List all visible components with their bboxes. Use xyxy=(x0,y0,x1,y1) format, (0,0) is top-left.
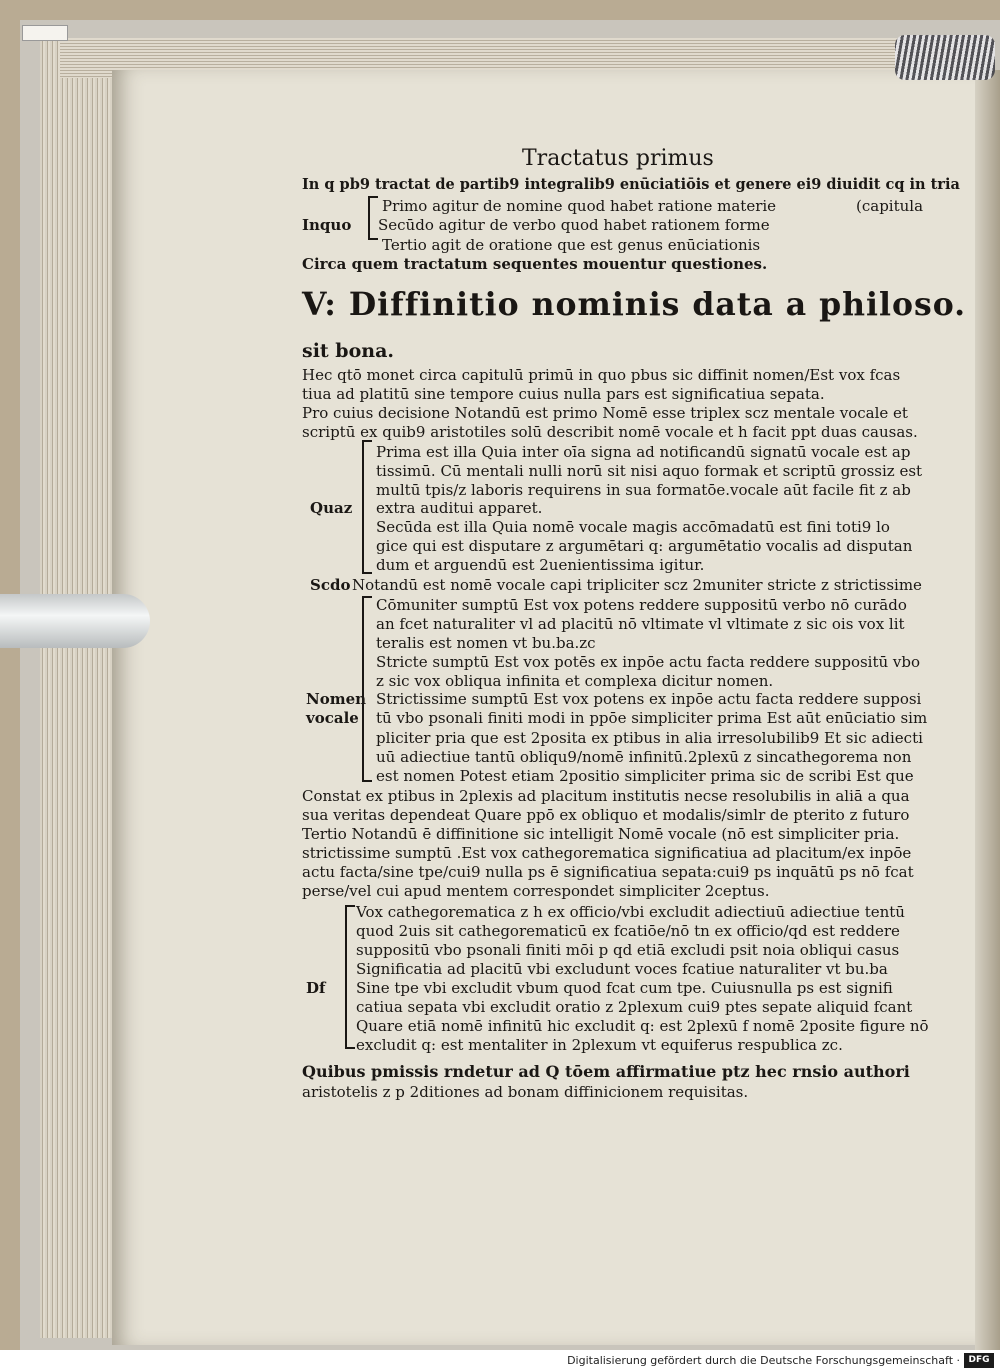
text-line: Quibus pmissis rndetur ad Q tōem affirmatiue ptz hec rnsio authori xyxy=(302,1062,910,1081)
text-line: pliciter pria que est 2posita ex ptibus in alia irresolubilib9 Et sic adiecti xyxy=(376,729,923,747)
text-line: Notandū est nomē vocale capi tripliciter scz 2muniter stricte z strictissime xyxy=(352,576,922,594)
text-line: gice qui est disputare z argumētari q: argumētatio vocalis ad disputan xyxy=(376,537,913,555)
footer-bar xyxy=(0,1350,1000,1371)
text-line: tū vbo psonali finiti modi in ppōe simpliciter prima Est aūt enūciatio sim xyxy=(376,709,928,727)
text-line: multū tpis/z laboris requirens in sua formatōe.vocale aūt facile fit z ab xyxy=(376,481,911,499)
text-line: scriptū ex quib9 aristotiles solū describit nomē vocale et h facit ppt duas causas. xyxy=(302,423,918,441)
text-line: an fcet naturaliter vl ad placitū nō vltimate vl vltimate z sic ois vox lit xyxy=(376,615,905,633)
bracket xyxy=(362,440,372,574)
margin-label: Df xyxy=(306,979,326,997)
bracket xyxy=(362,596,372,782)
text-line: strictissime sumptū .Est vox cathegorematica significatiua ad placitum/ex inpōe xyxy=(302,844,912,862)
text-line: Quare etiā nomē infinitū hic excludit q: est 2plexū f nomē 2posite figure nō xyxy=(356,1017,929,1035)
text-line: Circa quem tractatum sequentes mouentur questiones. xyxy=(302,255,768,273)
text-line: extra auditui apparet. xyxy=(376,499,543,517)
text-line: Primo agitur de nomine quod habet ratione materie xyxy=(382,197,777,215)
text-line: uū adiectiue tantū obliqu9/nomē infinitū.2plexū z sincathegorema non xyxy=(376,748,912,766)
text-line: z sic vox obliqua infinita et complexa dicitur nomen. xyxy=(376,672,774,690)
text-line: Vox cathegorematica z h ex officio/vbi excludit adiectiuū adiectiue tentū xyxy=(356,903,905,921)
text-line: Secūdo agitur de verbo quod habet rationem forme xyxy=(378,216,770,234)
text-line: excludit q: est mentaliter in 2plexum vt equiferus respublica zc. xyxy=(356,1036,843,1054)
text-line: dum et arguendū est 2uenientissima igitur. xyxy=(376,556,705,574)
text-line: perse/vel cui apud mentem correspondet simpliciter 2ceptus. xyxy=(302,882,770,900)
text-line: Stricte sumptū Est vox potēs ex inpōe actu facta reddere suppositū vbo xyxy=(376,653,921,671)
question-heading: V: Diffinitio nominis data a philoso. xyxy=(302,286,967,323)
bracket xyxy=(345,905,355,1049)
text-line: quod 2uis sit cathegorematicū ex fcatiōe/nō tn ex officio/qd est reddere xyxy=(356,922,900,940)
bracket xyxy=(368,196,378,240)
text-line: teralis est nomen vt bu.ba.zc xyxy=(376,634,596,652)
text-line: Constat ex ptibus in 2plexis ad placitum institutis necse resolubilis in aliā a qua xyxy=(302,787,910,805)
dfg-logo: DFG xyxy=(964,1353,994,1368)
question-heading-cont: sit bona. xyxy=(302,340,395,362)
text-line: Cōmuniter sumptū Est vox potens reddere suppositū verbo nō curādo xyxy=(376,596,907,614)
footer-credit: Digitalisierung gefördert durch die Deutsche Forschungsgemeinschaft · xyxy=(567,1354,960,1367)
text-line: In q pb9 tractat de partib9 integralib9 enūciatiōis et genere ei9 diuidit cq in tria xyxy=(302,176,960,193)
text-line: catiua sepata vbi excludit oratio z 2plexum cui9 ptes sepate aliquid fcant xyxy=(356,998,913,1016)
margin-label: vocale xyxy=(306,709,359,727)
text-line: Strictissime sumptū Est vox potens ex inpōe actu facta reddere supposi xyxy=(376,690,922,708)
text-line: Pro cuius decisione Notandū est primo Nomē esse triplex scz mentale vocale et xyxy=(302,404,908,422)
text-line: Hec qtō monet circa capitulū primū in quo pbus sic diffinit nomen/Est vox fcas xyxy=(302,366,901,384)
clasp xyxy=(22,25,68,41)
margin-label: Nomen xyxy=(306,690,367,708)
text-line: Tertio agit de oratione que est genus enūciationis xyxy=(382,236,761,254)
running-head: Tractatus primus xyxy=(522,146,714,171)
text-line: Secūda est illa Quia nomē vocale magis accōmadatū est fini toti9 lo xyxy=(376,518,890,536)
text-line: Prima est illa Quia inter oīa signa ad notificandū signatū vocale est ap xyxy=(376,443,911,461)
text-line: Sine tpe vbi excludit vbum quod fcat cum tpe. Cuiusnulla ps est signifi xyxy=(356,979,893,997)
finger xyxy=(0,594,150,648)
margin-label: Scdo xyxy=(310,576,351,594)
text-line: tissimū. Cū mentali nulli norū sit nisi aquo formak et scriptū grossiz est xyxy=(376,462,923,480)
text-line: Inquo xyxy=(302,216,352,234)
text-line: Tertio Notandū ē diffinitione sic intelligit Nomē vocale (nō est simpliciter pria. xyxy=(302,825,900,843)
bookmark-thread xyxy=(895,35,995,80)
text-line: est nomen Potest etiam 2positio simpliciter prima sic de scribi Est que xyxy=(376,767,914,785)
text-line: Significatia ad placitū vbi excludunt voces fcatiue naturaliter vt bu.ba xyxy=(356,960,888,978)
binding-edge xyxy=(975,70,1000,1350)
text-line: tiua ad platitū sine tempore cuius nulla pars est significatiua sepata. xyxy=(302,385,825,403)
text-line: suppositū vbo psonali finiti mōi p qd etiā excludi psit noia obliqui casus xyxy=(356,941,900,959)
text-line: (capitula xyxy=(856,197,924,215)
text-line: actu facta/sine tpe/cui9 nulla ps ē significatiua sepata:cui9 ps inquātū ps nō fcat xyxy=(302,863,914,881)
text-line: aristotelis z p 2ditiones ad bonam diffinicionem requisitas. xyxy=(302,1083,749,1101)
text-line: sua veritas dependeat Quare ppō ex obliquo et modalis/simlr de pterito z futuro xyxy=(302,806,910,824)
margin-label: Quaz xyxy=(310,499,353,517)
